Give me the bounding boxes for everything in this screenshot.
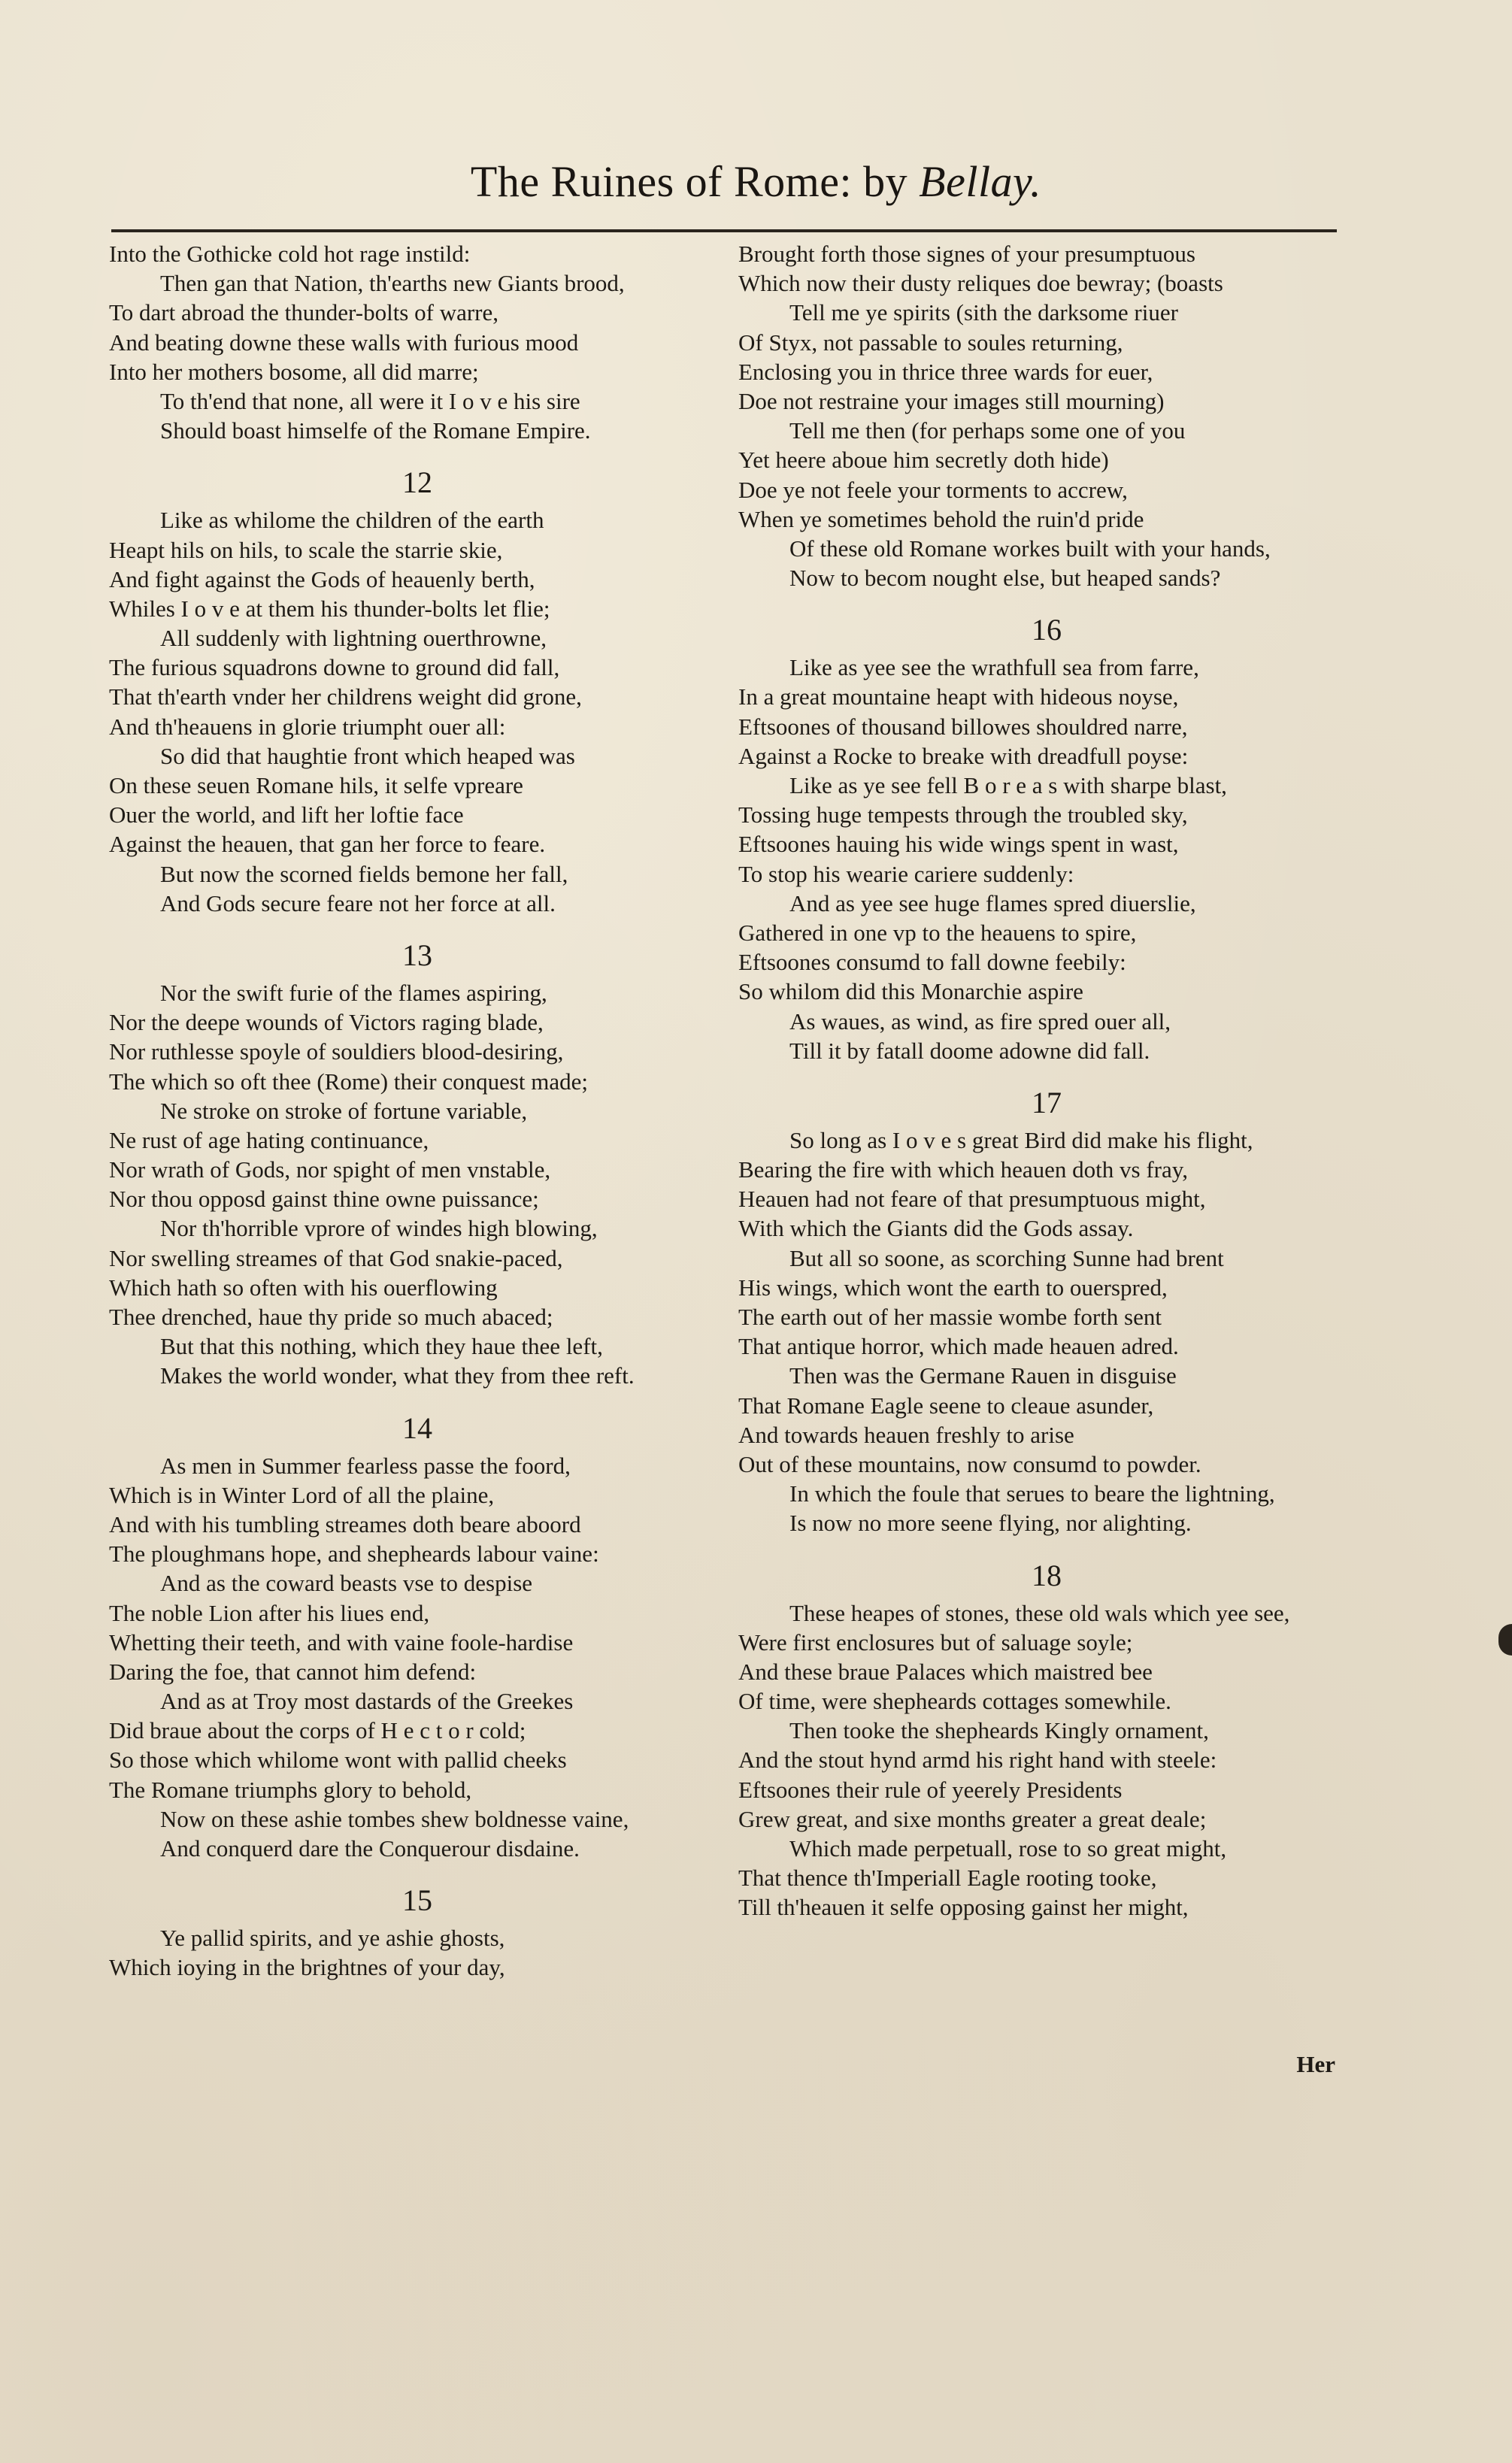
stanza-gap (738, 592, 1355, 607)
verse-line: Nor the swift furie of the flames aspiring, (160, 979, 547, 1006)
verse-line: Ouer the world, and lift her loftie face (109, 801, 464, 829)
verse-line: And the stout hynd armd his right hand with steele: (738, 1747, 1217, 1774)
verse-line: And as the coward beasts vse to despise (160, 1570, 533, 1597)
verse-line: And conquerd dare the Conquerour disdaine. (160, 1835, 580, 1862)
verse-line: And beating downe these walls with furious mood (109, 329, 579, 356)
verse-line: Like as ye see fell B o r e a s with sharpe blast, (789, 772, 1227, 798)
verse-line: But all so soone, as scorching Sunne had brent (789, 1244, 1224, 1271)
verse-line: Doe ye not feele your torments to accrew, (738, 476, 1128, 503)
verse-line: Nor swelling streames of that God snakie-paced, (109, 1244, 563, 1271)
verse-line: That thence th'Imperiall Eagle rooting tooke, (738, 1865, 1157, 1892)
verse-line: Out of these mountains, now consumd to powder. (738, 1450, 1201, 1477)
stanza-number: 13 (402, 938, 432, 972)
verse-line: Gathered in one vp to the heauens to spire, (738, 919, 1137, 946)
stanza-gap (109, 1863, 726, 1878)
verse-line: Eftsoones their rule of yeerely Presidents (738, 1776, 1123, 1803)
verse-line: And th'heauens in glorie triumpht ouer all: (109, 713, 506, 740)
verse-line: All suddenly with lightning ouerthrowne, (160, 625, 547, 652)
catchword: Her (1296, 2051, 1335, 2077)
verse-line: Should boast himselfe of the Romane Empire. (160, 417, 591, 444)
stanza-number: 16 (1032, 613, 1062, 647)
verse-line: Now on these ashie tombes shew boldnesse vaine, (160, 1805, 629, 1832)
verse-line: And as yee see huge flames spred diuerslie, (789, 889, 1196, 916)
verse-line: As men in Summer fearless passe the foord, (160, 1452, 571, 1479)
verse-line: The which so oft thee (Rome) their conquest made; (109, 1068, 589, 1095)
verse-line: When ye sometimes behold the ruin'd pride (738, 505, 1144, 532)
stanza-gap (109, 918, 726, 933)
verse-line: Against a Rocke to breake with dreadfull poyse: (738, 742, 1189, 769)
verse-line: And with his tumbling streames doth beare aboord (109, 1510, 581, 1537)
verse-line: Which is in Winter Lord of all the plaine, (109, 1481, 495, 1508)
stanza-number: 15 (402, 1883, 432, 1918)
verse-line: Makes the world wonder, what they from thee reft. (160, 1362, 635, 1389)
verse-line: Eftsoones consumd to fall downe feebily: (738, 949, 1126, 976)
verse-line: Did braue about the corps of H e c t o r cold; (109, 1717, 526, 1744)
verse-line: Thee drenched, haue thy pride so much abaced; (109, 1304, 553, 1330)
stanza-number: 14 (402, 1410, 432, 1445)
verse-line: Ne stroke on stroke of fortune variable, (160, 1097, 528, 1124)
right-column (738, 239, 1355, 1922)
verse-line: To dart abroad the thunder-bolts of warre, (109, 299, 498, 326)
verse-line: Enclosing you in thrice three wards for euer, (738, 358, 1153, 385)
verse-line: Against the heauen, that gan her force to feare. (109, 831, 546, 858)
verse-line: Into her mothers bosome, all did marre; (109, 358, 479, 385)
verse-line: That antique horror, which made heauen adred. (738, 1333, 1179, 1360)
verse-line: Brought forth those signes of your presumptuous (738, 241, 1195, 267)
stanza-gap (738, 1538, 1355, 1553)
title-author: Bellay. (919, 157, 1042, 206)
verse-line: Eftsoones hauing his wide wings spent in wast, (738, 831, 1179, 858)
verse-line: Then was the Germane Rauen in disguise (789, 1362, 1177, 1389)
verse-line: And these braue Palaces which maistred bee (738, 1658, 1153, 1685)
stanza-number: 17 (1032, 1085, 1062, 1119)
verse-line: Till it by fatall doome adowne did fall. (789, 1037, 1150, 1064)
verse-line: The Romane triumphs glory to behold, (109, 1776, 472, 1803)
verse-line: Doe not restraine your images still mourning) (738, 387, 1165, 414)
verse-line: As waues, as wind, as fire spred ouer all, (789, 1007, 1171, 1035)
verse-line: So did that haughtie front which heaped was (160, 742, 575, 769)
verse-line: Then tooke the shepheards Kingly ornament, (789, 1717, 1209, 1744)
verse-line: The ploughmans hope, and shepheards labour vaine: (109, 1541, 599, 1568)
page-title (0, 156, 1512, 207)
verse-line: The noble Lion after his liues end, (109, 1599, 430, 1626)
verse-line: In which the foule that serues to beare the lightning, (789, 1480, 1275, 1507)
verse-line: Nor th'horrible vprore of windes high blowing, (160, 1215, 598, 1242)
verse-line: Tell me then (for perhaps some one of you (789, 417, 1186, 444)
verse-line: Nor wrath of Gods, nor spight of men vnstable, (109, 1156, 551, 1183)
verse-line: Till th'heauen it selfe opposing gainst her might, (738, 1894, 1189, 1921)
page-edge-mark (1498, 1624, 1512, 1656)
verse-line: Eftsoones of thousand billowes shouldred narre, (738, 713, 1188, 740)
verse-line: The earth out of her massie wombe forth sent (738, 1304, 1162, 1330)
verse-line: Nor thou opposd gainst thine owne puissance; (109, 1186, 539, 1213)
verse-line: Is now no more seene flying, nor alighting. (789, 1510, 1192, 1537)
verse-line: Heauen had not feare of that presumptuous might, (738, 1186, 1206, 1213)
stanza-gap (109, 445, 726, 460)
verse-line: But now the scorned fields bemone her fall, (160, 860, 568, 887)
verse-line: Nor the deepe wounds of Victors raging blade, (109, 1009, 544, 1036)
verse-line: So those which whilome wont with pallid cheeks (109, 1747, 567, 1774)
verse-line: Of these old Romane workes built with your hands, (789, 535, 1271, 562)
verse-line: Bearing the fire with which heauen doth vs fray, (738, 1156, 1188, 1183)
verse-line: Yet heere aboue him secretly doth hide) (738, 447, 1109, 474)
verse-line: To th'end that none, all were it I o v e his sire (160, 387, 580, 414)
verse-line: Which now their dusty reliques doe bewray; (boasts (738, 270, 1223, 297)
verse-line: His wings, which wont the earth to ouerspred, (738, 1274, 1168, 1301)
title-text: The Ruines of Rome: by (470, 157, 920, 206)
verse-line: But that this nothing, which they haue thee left, (160, 1333, 603, 1360)
verse-line: So long as I o v e s great Bird did make his flight, (789, 1126, 1253, 1153)
verse-line: Like as yee see the wrathfull sea from farre, (789, 654, 1199, 681)
verse-line: These heapes of stones, these old wals which yee see, (789, 1599, 1290, 1626)
verse-line: The furious squadrons downe to ground did fall, (109, 654, 560, 681)
verse-line: Nor ruthlesse spoyle of souldiers blood-desiring, (109, 1038, 564, 1065)
left-column (109, 239, 726, 1983)
verse-line: So whilom did this Monarchie aspire (738, 978, 1083, 1005)
verse-line: And towards heauen freshly to arise (738, 1421, 1074, 1448)
stanza-gap (738, 1065, 1355, 1080)
verse-line: Like as whilome the children of the earth (160, 507, 544, 534)
verse-line: To stop his wearie cariere suddenly: (738, 860, 1074, 887)
verse-line: Daring the foe, that cannot him defend: (109, 1658, 477, 1685)
stanza-number: 18 (1032, 1558, 1062, 1592)
verse-line: On these seuen Romane hils, it selfe vpreare (109, 772, 523, 798)
verse-line: Which made perpetuall, rose to so great might, (789, 1835, 1227, 1862)
verse-line: Ne rust of age hating continuance, (109, 1126, 429, 1153)
verse-line: Then gan that Nation, th'earths new Giants brood, (160, 270, 625, 297)
verse-line: Ye pallid spirits, and ye ashie ghosts, (160, 1925, 505, 1952)
verse-line: That Romane Eagle seene to cleaue asunder, (738, 1392, 1154, 1419)
verse-line: In a great mountaine heapt with hideous noyse, (738, 683, 1179, 710)
stanza-gap (109, 1391, 726, 1406)
verse-line: That th'earth vnder her childrens weight did grone, (109, 683, 582, 710)
verse-line: Heapt hils on hils, to scale the starrie skie, (109, 536, 503, 563)
verse-line: Of time, were shepheards cottages somewhile. (738, 1688, 1171, 1715)
verse-line: And Gods secure feare not her force at all. (160, 889, 556, 916)
verse-line: And fight against the Gods of heauenly berth, (109, 565, 535, 592)
verse-line: Of Styx, not passable to soules returning, (738, 329, 1123, 356)
verse-line: Whiles I o v e at them his thunder-bolts let flie; (109, 595, 550, 622)
verse-line: Tell me ye spirits (sith the darksome riuer (789, 299, 1178, 326)
verse-line: And as at Troy most dastards of the Greekes (160, 1688, 574, 1715)
verse-line: Grew great, and sixe months greater a great deale; (738, 1805, 1207, 1832)
verse-line: Tossing huge tempests through the troubled sky, (738, 801, 1188, 829)
verse-line: Were first enclosures but of saluage soyle; (738, 1628, 1133, 1656)
verse-line: Into the Gothicke cold hot rage instild: (109, 241, 471, 267)
header-rule (111, 229, 1337, 232)
verse-line: Now to becom nought else, but heaped sands? (789, 565, 1221, 592)
verse-line: Which ioying in the brightnes of your day, (109, 1954, 505, 1981)
verse-line: Which hath so often with his ouerflowing (109, 1274, 498, 1301)
stanza-number: 12 (402, 465, 432, 500)
verse-line: With which the Giants did the Gods assay. (738, 1215, 1134, 1242)
verse-line: Whetting their teeth, and with vaine foole-hardise (109, 1628, 574, 1656)
